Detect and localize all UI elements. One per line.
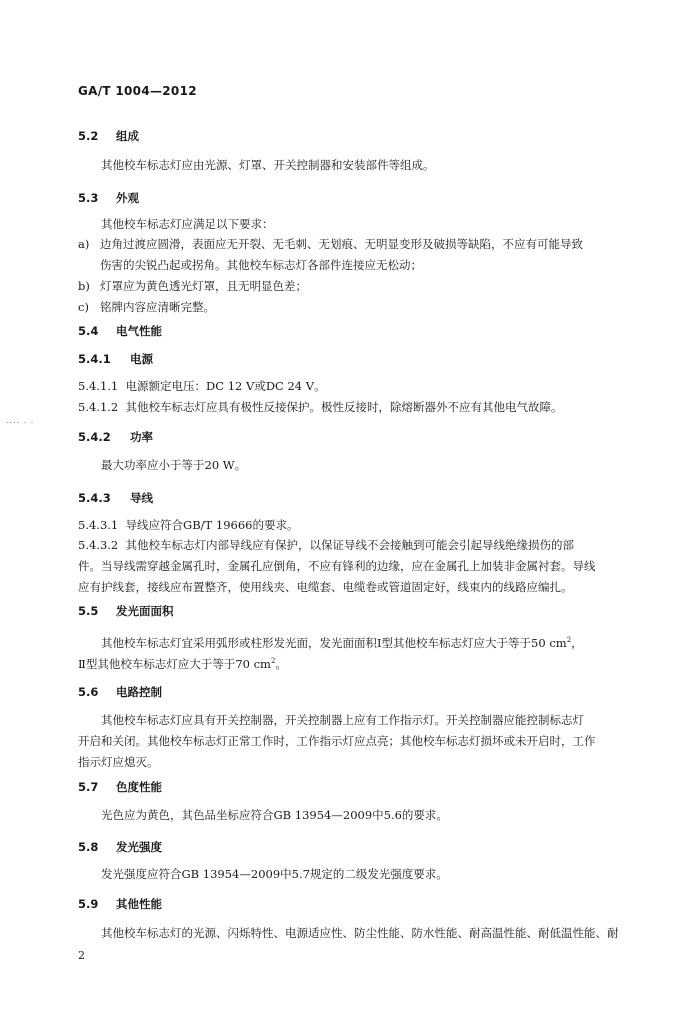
heading-5-7: 5.7 色度性能 bbox=[78, 780, 162, 794]
paragraph-5-4-3-2-line2: 件。当导线需穿越金属孔时，金属孔应倒角，不应有锋利的边缘，应在金属孔上加装非金属衬套。导线 bbox=[78, 559, 596, 573]
page-number: 2 bbox=[78, 949, 85, 962]
heading-5-3: 5.3 外观 bbox=[78, 191, 139, 205]
standard-code: GA/T 1004—2012 bbox=[78, 84, 197, 98]
paragraph-5-4-1-1: 5.4.1.1 电源额定电压：DC 12 V或DC 24 V。 bbox=[78, 379, 326, 393]
paragraph-5-5-line2: Ⅱ型其他校车标志灯应大于等于70 $cm^2$。 bbox=[78, 656, 287, 671]
heading-5-4-2: 5.4.2 功率 bbox=[78, 430, 153, 444]
paragraph-5-6-line1: 其他校车标志灯应具有开关控制器，开关控制器上应有工作指示灯。开关控制器应能控制标志灯 bbox=[101, 713, 584, 727]
list-item-a-cont: 伤害的尖锐凸起或拐角。其他校车标志灯各部件连接应无松动； bbox=[100, 258, 422, 272]
heading-5-4: 5.4 电气性能 bbox=[78, 324, 162, 338]
heading-5-6: 5.6 电路控制 bbox=[78, 685, 162, 699]
paragraph-5-6-line2: 开启和关闭。其他校车标志灯正常工作时，工作指示灯应点亮；其他校车标志灯损坏或未开启时，工作 bbox=[78, 734, 596, 748]
list-item-c: c) 铭牌内容应清晰完整。 bbox=[78, 300, 215, 314]
paragraph-5-4-1-2: 5.4.1.2 其他校车标志灯应具有极性反接保护。极性反接时，除熔断器外不应有其他电气故障。 bbox=[78, 400, 563, 414]
scan-speck: .... . . bbox=[6, 416, 35, 425]
paragraph-5-4-3-2-line1: 5.4.3.2 其他校车标志灯内部导线应有保护，以保证导线不会接触到可能会引起导线绝缘损伤的部 bbox=[78, 538, 575, 552]
paragraph-5-3-intro: 其他校车标志灯应满足以下要求： bbox=[101, 217, 274, 231]
paragraph-5-9: 其他校车标志灯的光源、闪烁特性、电源适应性、防尘性能、防水性能、耐高温性能、耐低温性能、耐 bbox=[101, 926, 619, 940]
paragraph-5-4-3-1: 5.4.3.1 导线应符合GB/T 19666的要求。 bbox=[78, 518, 299, 532]
paragraph-5-6-line3: 指示灯应熄灭。 bbox=[78, 755, 159, 769]
heading-5-2: 5.2 组成 bbox=[78, 129, 139, 143]
paragraph-5-8: 发光强度应符合GB 13954—2009中5.7规定的二级发光强度要求。 bbox=[101, 867, 448, 881]
paragraph-5-4-2: 最大功率应小于等于20 W。 bbox=[101, 458, 247, 472]
paragraph-5-7: 光色应为黄色，其色品坐标应符合GB 13954—2009中5.6的要求。 bbox=[101, 808, 448, 822]
heading-5-4-3: 5.4.3 导线 bbox=[78, 491, 153, 505]
heading-5-4-1: 5.4.1 电源 bbox=[78, 352, 153, 366]
heading-5-8: 5.8 发光强度 bbox=[78, 840, 162, 854]
list-item-b: b) 灯罩应为黄色透光灯罩，且无明显色差； bbox=[78, 279, 307, 293]
paragraph-5-5-line1: 其他校车标志灯宜采用弧形或柱形发光面，发光面面积Ⅰ型其他校车标志灯应大于等于50 $cm^2$， bbox=[101, 635, 583, 650]
paragraph-5-4-3-2-line3: 应有护线套，接线应布置整齐，使用线夹、电缆套、电缆卷或管道固定好，线束内的线路应编扎。 bbox=[78, 580, 573, 594]
paragraph-5-2: 其他校车标志灯应由光源、灯罩、开关控制器和安装部件等组成。 bbox=[101, 158, 435, 172]
list-item-a: a) 边角过渡应圆滑，表面应无开裂、无毛刺、无划痕、无明显变形及破损等缺陷，不应有可能导致 bbox=[78, 237, 583, 251]
heading-5-5: 5.5 发光面面积 bbox=[78, 604, 174, 618]
heading-5-9: 5.9 其他性能 bbox=[78, 897, 162, 911]
